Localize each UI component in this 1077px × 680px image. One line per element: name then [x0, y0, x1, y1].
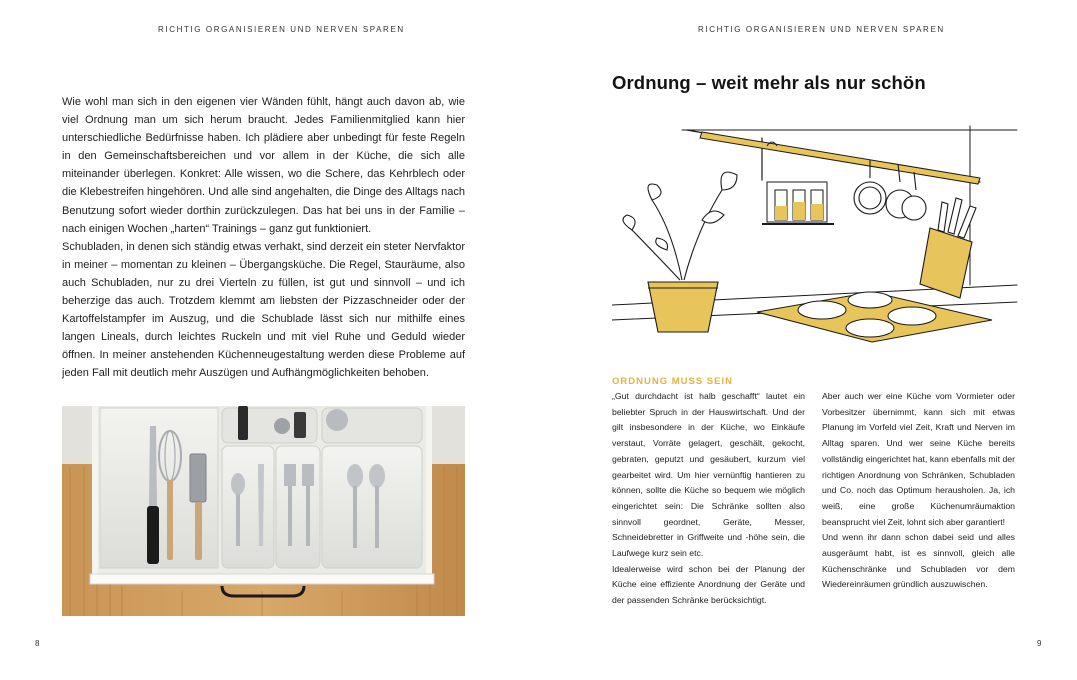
right-column-1	[612, 389, 805, 609]
drawer-photo	[62, 406, 465, 616]
kitchen-illustration	[612, 120, 1018, 350]
drawer-photo-image	[62, 406, 465, 616]
left-paragraph-2: Schubladen, in denen sich ständig etwas verhakt, sind derzeit ein steter Nervfaktor in meiner – momentan zu kleinen – Übergangsküche. Die Regel, Stauräume, also auch Schubladen, nur zu drei Vierteln zu füllen, ist gut und sinnvoll – und ich beherzige das auch. Trotzdem klemmt am liebsten der Pizzaschneider oder der Kartoffelstampfer im Auszug, und die Schublade lässt sich nur mithilfe eines langen Lineals, durch leichtes Ruckeln und mit viel Ruhe und Geduld wieder öffnen. In meiner anstehenden Küchenneugestaltung werden diese Probleme auf jeden Fall mit deutlich mehr Auszügen und Aufhängmöglichkeiten behoben.	[62, 240, 465, 380]
running-head-left: RICHTIG ORGANISIEREN UND NERVEN SPAREN	[158, 25, 405, 34]
section-subheading: ORDNUNG MUSS SEIN	[612, 376, 733, 387]
left-body-text	[62, 93, 465, 383]
column-1-paragraph-1: „Gut durchdacht ist halb geschafft“ lautet ein beliebter Spruch in der Hauswirtschaft. Und der gilt insbesondere in der Küche, wo Einkäufe verstaut, Vorräte gelagert, geschält, gekocht, gebraten, geputzt und gesäubert, kurzum viel gearbeitet wird. Um hier vernünftig hantieren zu können, sollte die Küche so bequem wie möglich eingerichtet sein: Die Schränke sollten also sinnvoll geordnet, Geräte, Messer, Schneidebretter in Griffweite und -höhe sein, die Laufwege kurz sein etc.	[612, 391, 805, 559]
column-1-paragraph-2: Idealerweise wird schon bei der Planung der Küche eine effiziente Anordnung der Geräte und der passenden Schränke berücksichtigt.	[612, 563, 805, 606]
running-head-right: RICHTIG ORGANISIEREN UND NERVEN SPAREN	[698, 25, 945, 34]
page-number-left: 8	[35, 639, 40, 648]
column-2-paragraph-2: Und wenn ihr dann schon dabei seid und alles ausgeräumt habt, ist es sinnvoll, gleich alle Küchenschränke und Schubladen vor dem Wiedereinräumen gründlich auszuwischen.	[822, 532, 1015, 590]
right-column-2	[822, 389, 1015, 593]
left-paragraph-1: Wie wohl man sich in den eigenen vier Wänden fühlt, hängt auch davon ab, wie viel Ordnung man um sich herum braucht. Jedes Familienmitglied kann hier unterschiedliche Bedürfnisse haben. Ich plädiere aber unbedingt für feste Regeln in den Gemeinschaftsbereichen und vor allem in der Küche, die sich alle miteinander überlegen. Konkret: Alle wissen, wo die Schere, das Kehrblech oder die Klebestreifen hingehören. Und alle sind angehalten, die Dinge des Alltags nach Benutzung sofort wieder dorthin zurückzulegen. Das hat bei uns in der Familie – nach einigen Wochen „harten“ Trainings – ganz gut funktioniert.	[62, 96, 466, 235]
column-2-paragraph-1: Aber auch wer eine Küche vom Vormieter oder Vorbesitzer übernimmt, kann sich mit etwas Planung im Vorfeld viel Zeit, Kraft und Nerven im Alltag sparen. Und wer seine Küche bereits vollständig eingerichtet hat, kann ebenfalls mit der richtigen Anordnung von Schränken, Schubladen und Co. noch das Optimum herausholen. Ja, ich weiß, eine große Küchenumräumaktion beansprucht viel Zeit, lohnt sich aber garantiert!	[822, 391, 1015, 527]
page-title: Ordnung – weit mehr als nur schön	[612, 72, 926, 93]
page-number-right: 9	[1037, 639, 1042, 648]
kitchen-illustration-drawing	[612, 120, 1018, 350]
